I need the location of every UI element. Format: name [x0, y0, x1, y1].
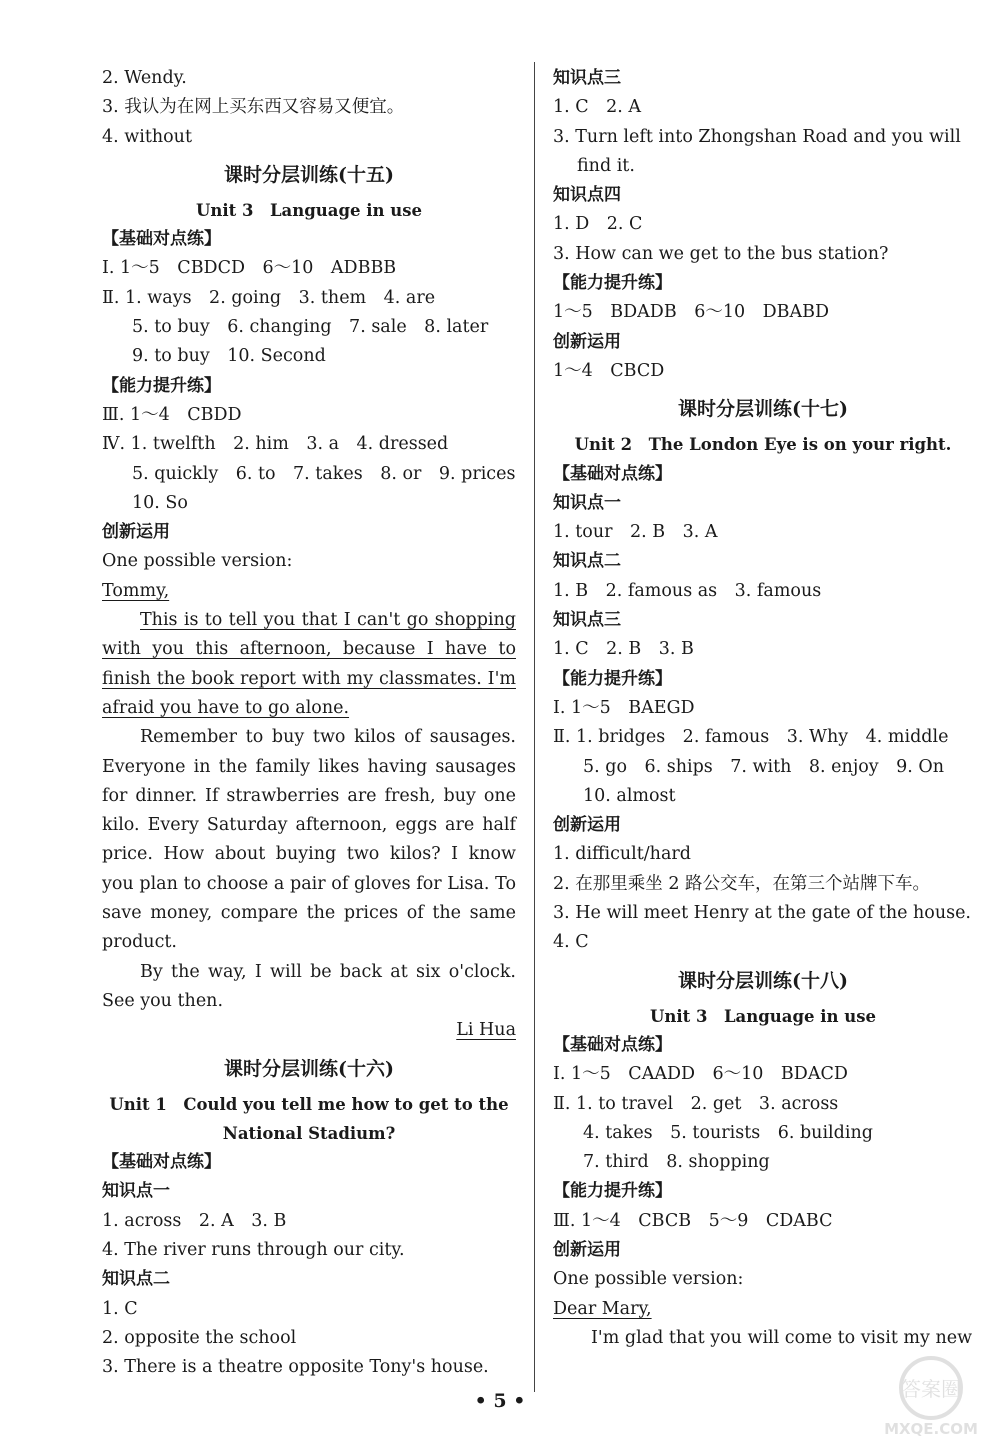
answer-line: Ⅳ. 1. twelfth 2. him 3. a 4. dressed	[102, 434, 449, 455]
answer-line: 4. takes 5. tourists 6. building	[583, 1122, 873, 1143]
answer-line: 4. C	[553, 932, 589, 953]
practice-heading: 创新运用	[553, 331, 621, 352]
practice-heading: 【基础对点练】	[553, 1034, 672, 1055]
practice-heading: 【能力提升练】	[553, 273, 672, 294]
knowledge-point-heading: 知识点二	[553, 551, 621, 572]
answer-line: 5. quickly 6. to 7. takes 8. or 9. prices	[132, 463, 516, 484]
answer-line: 2. Wendy.	[102, 68, 187, 88]
practice-heading: 【基础对点练】	[102, 1152, 221, 1173]
section-title-18: 课时分层训练(十八)	[678, 969, 848, 992]
section-title-16: 课时分层训练(十六)	[224, 1057, 394, 1080]
answer-line: Ⅱ. 1. ways 2. going 3. them 4. are	[102, 287, 436, 308]
answer-line: 4. without	[102, 126, 192, 147]
answer-line: 3. How can we get to the bus station?	[553, 243, 889, 264]
answer-line: 3. There is a theatre opposite Tony's house.	[102, 1357, 489, 1378]
answer-line: 10. almost	[583, 785, 676, 806]
answer-line: 7. third 8. shopping	[583, 1152, 770, 1173]
practice-heading: 【基础对点练】	[102, 229, 221, 250]
section-title-15: 课时分层训练(十五)	[224, 163, 394, 186]
column-divider	[534, 62, 535, 1392]
answer-line: 1. across 2. A 3. B	[102, 1210, 287, 1231]
answer-line: 1. C 2. A	[553, 97, 642, 118]
answer-line: find it.	[577, 155, 635, 176]
practice-heading: 创新运用	[553, 815, 621, 836]
answer-line: 9. to buy 10. Second	[132, 346, 326, 367]
answer-line: Ⅱ. 1. bridges 2. famous 3. Why 4. middle	[553, 727, 949, 748]
answer-line: 1. tour 2. B 3. A	[553, 522, 718, 543]
svg-text:MXQE.COM: MXQE.COM	[884, 1420, 978, 1438]
answer-line: Ⅰ. 1～5 CBDCD 6～10 ADBBB	[102, 258, 397, 279]
answer-line: 4. The river runs through our city.	[102, 1239, 405, 1260]
answer-line: 2. opposite the school	[102, 1327, 297, 1348]
knowledge-point-heading: 知识点三	[553, 68, 621, 88]
knowledge-point-heading: 知识点一	[553, 492, 621, 513]
answer-line: 1～5 BDADB 6～10 DBABD	[553, 302, 830, 323]
practice-heading: 【能力提升练】	[102, 375, 221, 396]
answer-line: 1～4 CBCD	[553, 360, 665, 381]
answer-line: 3. He will meet Henry at the gate of the house.	[553, 903, 971, 924]
left-column	[102, 64, 516, 1382]
answer-line: One possible version:	[102, 551, 293, 572]
svg-text:答案圈: 答案圈	[901, 1377, 961, 1401]
right-column	[553, 64, 973, 1353]
unit-heading: Unit 3 Language in use	[195, 200, 423, 220]
letter-paragraph: By the way, I will be back at six o'clock. See you then.	[102, 961, 516, 1011]
practice-heading: 【能力提升练】	[553, 668, 672, 689]
answer-line: Ⅲ. 1～4 CBCB 5～9 CDABC	[553, 1210, 833, 1231]
knowledge-point-heading: 知识点四	[553, 185, 621, 206]
letter-paragraph: This is to tell you that I can't go shopping with you this afternoon, because I have to finish the book report with my classmates. I'm afraid you have to go alone.	[102, 610, 516, 718]
unit-heading: Unit 1 Could you tell me how to get to the	[109, 1094, 509, 1114]
answer-line: Ⅱ. 1. to travel 2. get 3. across	[553, 1093, 839, 1114]
answer-line: One possible version:	[553, 1269, 744, 1290]
letter-paragraph: I'm glad that you will come to visit my new	[591, 1327, 973, 1348]
knowledge-point-heading: 知识点一	[102, 1181, 170, 1202]
answer-line: 5. go 6. ships 7. with 8. enjoy 9. On	[583, 756, 945, 777]
practice-heading: 【基础对点练】	[553, 463, 672, 484]
watermark-logo	[876, 1350, 986, 1440]
answer-line: Ⅲ. 1～4 CBDD	[102, 404, 242, 425]
answer-line: 1. C	[102, 1298, 138, 1319]
letter-paragraph: Remember to buy two kilos of sausages. Everyone in the family likes having sausages for dinner. If strawberries are fresh, buy one kilo. Every Saturday afternoon, eggs are half price. How about buying two kilos? I know you plan to choose a pair of gloves for Lisa. To save money, compare the prices of the same product.	[102, 727, 516, 953]
answer-line: 10. So	[132, 492, 188, 513]
practice-heading: 【能力提升练】	[553, 1181, 672, 1202]
page-number: • 5 •	[474, 1390, 526, 1412]
letter-signature: Li Hua	[456, 1020, 516, 1041]
answer-line: 1. C 2. B 3. B	[553, 639, 694, 660]
unit-heading: Unit 3 Language in use	[649, 1006, 877, 1026]
knowledge-point-heading: 知识点二	[102, 1269, 170, 1290]
practice-heading: 创新运用	[553, 1239, 621, 1260]
letter-salutation: Dear Mary,	[553, 1298, 652, 1319]
answer-line: 1. D 2. C	[553, 214, 643, 235]
answer-line: Ⅰ. 1～5 CAADD 6～10 BDACD	[553, 1064, 848, 1085]
answer-line: 3. Turn left into Zhongshan Road and you will	[553, 126, 961, 147]
answer-line: 3. 我认为在网上买东西又容易又便宜。	[102, 97, 405, 118]
practice-heading: 创新运用	[102, 522, 170, 543]
answer-line: 5. to buy 6. changing 7. sale 8. later	[132, 317, 489, 338]
knowledge-point-heading: 知识点三	[553, 610, 621, 631]
unit-heading: Unit 2 The London Eye is on your right.	[574, 435, 952, 455]
answer-line: 1. difficult/hard	[553, 844, 691, 865]
letter-salutation: Tommy,	[102, 580, 170, 601]
answer-line: 2. 在那里乘坐 2 路公交车，在第三个站牌下车。	[553, 873, 931, 894]
answer-line: 1. B 2. famous as 3. famous	[553, 580, 822, 601]
section-title-17: 课时分层训练(十七)	[678, 398, 848, 421]
unit-heading: National Stadium?	[222, 1123, 396, 1143]
answer-line: Ⅰ. 1～5 BAEGD	[553, 697, 695, 718]
